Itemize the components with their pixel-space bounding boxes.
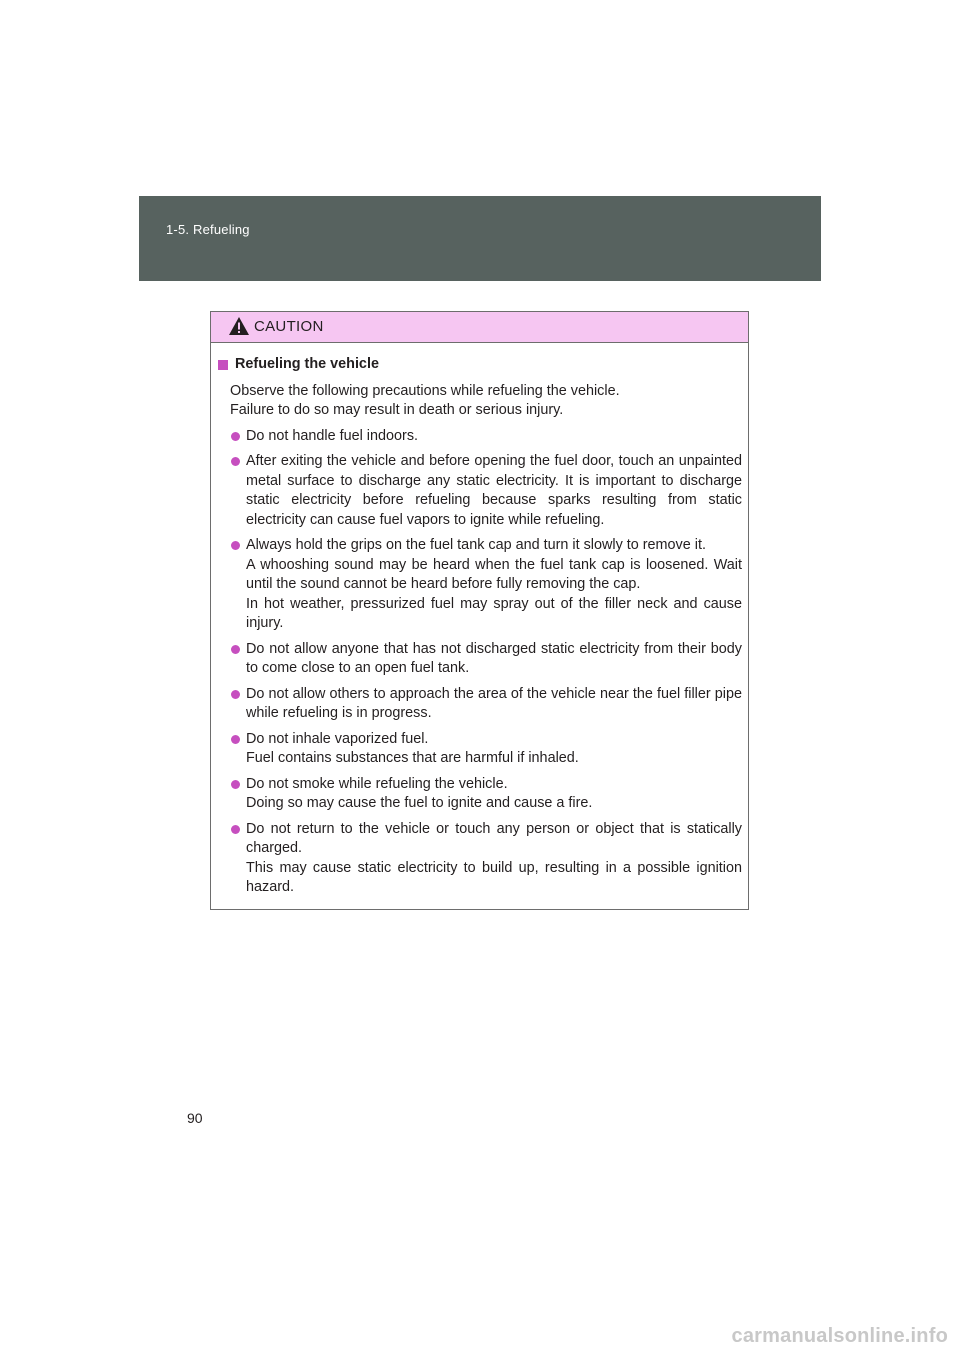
list-item-paragraph: In hot weather, pressurized fuel may spray out of the filler neck and cause injury.	[246, 595, 742, 631]
list-item-text	[246, 536, 742, 634]
list-item-paragraph: After exiting the vehicle and before opening the fuel door, touch an unpainted metal surface to discharge any static electricity. It is important to discharge static electricity before refueling because sparks resulting from static electricity can cause fuel vapors to ignite while refueling.	[246, 453, 742, 528]
list-item-text	[246, 685, 742, 724]
list-item-text	[246, 640, 742, 679]
list-item	[216, 640, 742, 679]
list-item-paragraph: This may cause static electricity to build up, resulting in a possible ignition hazard.	[246, 859, 742, 895]
round-bullet-icon	[231, 645, 240, 654]
round-bullet-icon	[231, 825, 240, 834]
caution-box	[210, 311, 749, 910]
list-item-paragraph: Doing so may cause the fuel to ignite and cause a fire.	[246, 795, 593, 811]
list-item-paragraph: Do not inhale vaporized fuel.	[246, 730, 429, 747]
round-bullet-icon	[231, 432, 240, 441]
list-item-text	[246, 820, 742, 898]
list-item	[216, 536, 742, 634]
section-header-band	[139, 196, 821, 281]
list-item-paragraph: Do not allow anyone that has not discharged static electricity from their body to come close to an open fuel tank.	[246, 640, 742, 676]
list-item-paragraph: Do not handle fuel indoors.	[246, 427, 419, 444]
section-heading	[216, 355, 742, 375]
square-bullet-icon	[218, 360, 228, 370]
intro-text	[216, 382, 742, 421]
list-item	[216, 427, 742, 447]
list-item-paragraph: Do not allow others to approach the area of the vehicle near the fuel filler pipe while refueling is in progress.	[246, 685, 742, 721]
round-bullet-icon	[231, 457, 240, 466]
list-item-text	[246, 730, 742, 769]
list-item-paragraph: A whooshing sound may be heard when the fuel tank cap is loosened. Wait until the sound cannot be heard before fully removing the cap.	[246, 556, 742, 592]
list-item-paragraph: Do not return to the vehicle or touch any person or object that is statically charged.	[246, 820, 742, 856]
list-item	[216, 775, 742, 814]
list-item	[216, 452, 742, 530]
watermark: carmanualsonline.info	[731, 1325, 948, 1347]
list-item-text	[246, 775, 742, 814]
list-item	[216, 820, 742, 898]
list-item-text	[246, 452, 742, 530]
list-item	[216, 685, 742, 724]
section-label: 1-5. Refueling	[166, 222, 250, 237]
list-item-paragraph: Always hold the grips on the fuel tank cap and turn it slowly to remove it.	[246, 537, 706, 553]
intro-line: Failure to do so may result in death or serious injury.	[230, 402, 564, 418]
round-bullet-icon	[231, 541, 240, 550]
warning-triangle-icon	[228, 316, 250, 336]
list-item-paragraph: Do not smoke while refueling the vehicle.	[246, 775, 508, 792]
round-bullet-icon	[231, 735, 240, 744]
section-heading-text: Refueling the vehicle	[235, 356, 379, 372]
caution-header	[211, 312, 748, 343]
caution-body	[211, 343, 748, 898]
caution-title: CAUTION	[254, 318, 324, 335]
list-item-paragraph: Fuel contains substances that are harmful if inhaled.	[246, 750, 579, 766]
list-item	[216, 730, 742, 769]
round-bullet-icon	[231, 690, 240, 699]
page-number: 90	[187, 1110, 203, 1126]
intro-line: Observe the following precautions while refueling the vehicle.	[230, 382, 620, 399]
list-item-text	[246, 427, 742, 447]
round-bullet-icon	[231, 780, 240, 789]
